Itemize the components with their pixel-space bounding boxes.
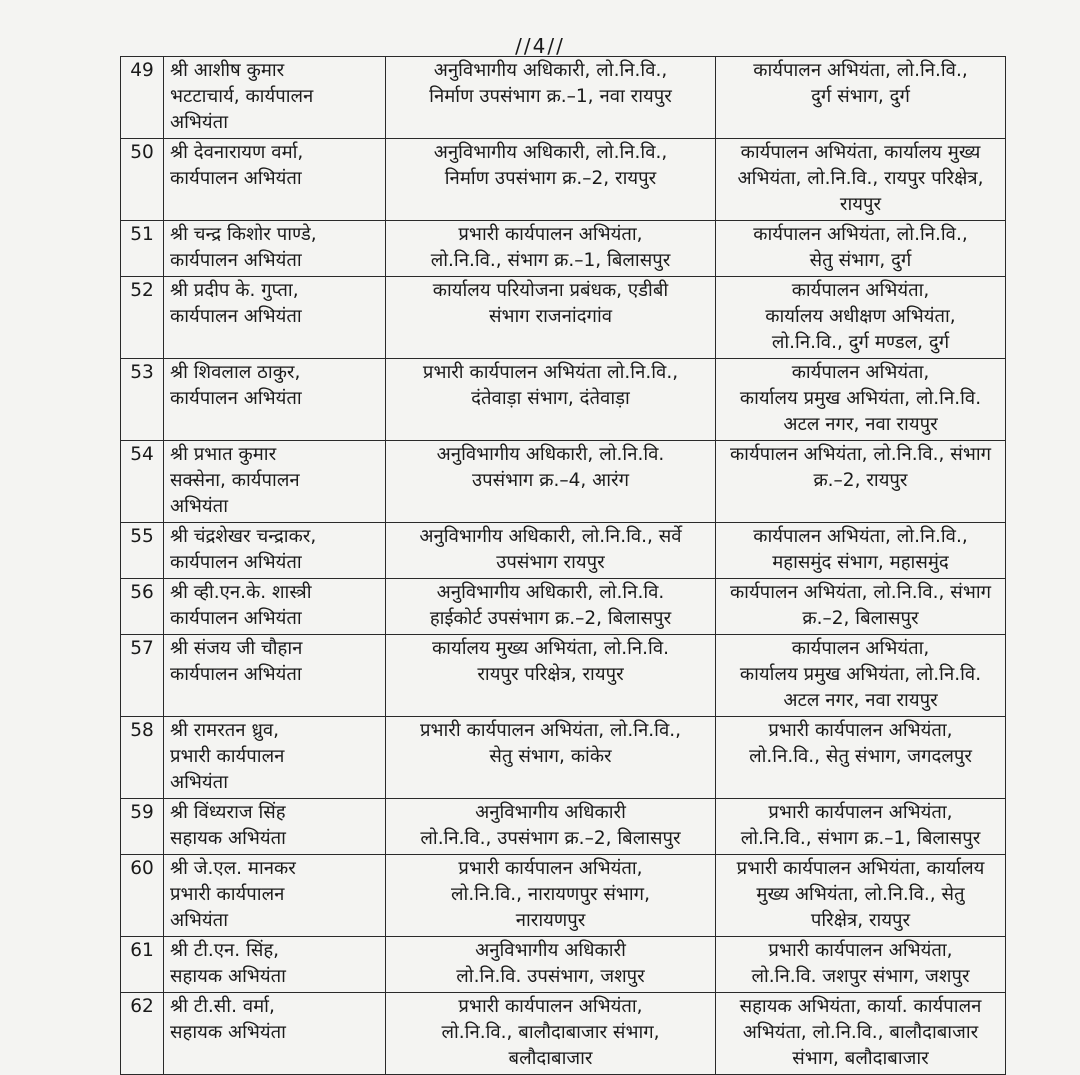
text-line: अनुविभागीय अधिकारी, लो.नि.वि., xyxy=(433,60,668,81)
text-line: संभाग, बलौदाबाजार xyxy=(792,1048,929,1069)
new-posting-cell xyxy=(716,277,1006,359)
table-row xyxy=(121,441,1006,523)
new-posting-cell xyxy=(716,139,1006,221)
text-line: हाईकोर्ट उपसंभाग क्र.–2, बिलासपुर xyxy=(429,608,672,629)
officer-name-cell xyxy=(164,579,386,635)
new-posting-cell xyxy=(716,57,1006,139)
text-line: श्री टी.सी. वर्मा, xyxy=(170,996,275,1017)
text-line: श्री शिवलाल ठाकुर, xyxy=(170,362,301,383)
text-line: रायपुर xyxy=(839,194,882,215)
text-line: सहायक अभियंता, कार्या. कार्यपालन xyxy=(739,996,982,1017)
text-line: लो.नि.वि., बालौदाबाजार संभाग, xyxy=(441,1022,660,1043)
serial-number: 62 xyxy=(121,993,164,1075)
text-line: अभियंता, लो.नि.वि., बालौदाबाजार xyxy=(742,1022,979,1043)
text-line: कार्यपालन अभियंता, लो.नि.वि., संभाग xyxy=(729,582,992,603)
table-row xyxy=(121,277,1006,359)
table-row xyxy=(121,221,1006,277)
text-line: कार्यपालन अभियंता, xyxy=(791,362,930,383)
text-line: कार्यपालन अभियंता xyxy=(170,168,302,189)
current-posting-cell xyxy=(386,635,716,717)
text-line: श्री चन्द्र किशोर पाण्डे, xyxy=(170,224,317,245)
serial-number: 50 xyxy=(121,139,164,221)
table-row xyxy=(121,993,1006,1075)
new-posting-cell xyxy=(716,523,1006,579)
text-line: सेतु संभाग, दुर्ग xyxy=(809,250,912,271)
text-line: अनुविभागीय अधिकारी xyxy=(475,940,626,961)
text-line: श्री प्रभात कुमार xyxy=(170,444,277,465)
text-line: प्रभारी कार्यपालन अभियंता, xyxy=(458,996,643,1017)
text-line: श्री प्रदीप के. गुप्ता, xyxy=(170,280,299,301)
text-line: श्री रामरतन ध्रुव, xyxy=(170,720,279,741)
serial-number: 56 xyxy=(121,579,164,635)
officer-name-cell xyxy=(164,799,386,855)
serial-number: 61 xyxy=(121,937,164,993)
text-line: कार्यपालन अभियंता, लो.नि.वि., संभाग xyxy=(729,444,992,465)
new-posting-cell xyxy=(716,937,1006,993)
text-line: सहायक अभियंता xyxy=(170,1022,286,1043)
text-line: श्री देवनारायण वर्मा, xyxy=(170,142,304,163)
text-line: लो.नि.वि., उपसंभाग क्र.–2, बिलासपुर xyxy=(420,828,681,849)
transfer-table-body xyxy=(121,57,1006,1075)
officer-name-cell xyxy=(164,523,386,579)
text-line: कार्यपालन अभियंता, xyxy=(791,638,930,659)
text-line: अभियंता xyxy=(170,772,228,793)
text-line: कार्यपालन अभियंता, कार्यालय मुख्य xyxy=(740,142,981,163)
serial-number: 55 xyxy=(121,523,164,579)
text-line: कार्यपालन अभियंता xyxy=(170,250,302,271)
text-line: प्रभारी कार्यपालन अभियंता, कार्यालय xyxy=(736,858,985,879)
table-row xyxy=(121,937,1006,993)
text-line: रायपुर परिक्षेत्र, रायपुर xyxy=(477,664,624,685)
new-posting-cell xyxy=(716,359,1006,441)
text-line: कार्यपालन अभियंता, लो.नि.वि., xyxy=(753,526,968,547)
text-line: श्री व्ही.एन.के. शास्त्री xyxy=(170,582,312,603)
text-line: कार्यपालन अभियंता xyxy=(170,388,302,409)
text-line: प्रभारी कार्यपालन अभियंता, xyxy=(458,224,643,245)
text-line: श्री जे.एल. मानकर xyxy=(170,858,296,879)
current-posting-cell xyxy=(386,139,716,221)
current-posting-cell xyxy=(386,523,716,579)
new-posting-cell xyxy=(716,799,1006,855)
text-line: अभियंता, लो.नि.वि., रायपुर परिक्षेत्र, xyxy=(737,168,984,189)
serial-number: 54 xyxy=(121,441,164,523)
text-line: प्रभारी कार्यपालन अभियंता, xyxy=(458,858,643,879)
text-line: कार्यपालन अभियंता xyxy=(170,552,302,573)
current-posting-cell xyxy=(386,359,716,441)
text-line: कार्यालय प्रमुख अभियंता, लो.नि.वि. xyxy=(739,664,982,685)
current-posting-cell xyxy=(386,57,716,139)
text-line: लो.नि.वि., सेतु संभाग, जगदलपुर xyxy=(749,746,972,767)
current-posting-cell xyxy=(386,221,716,277)
text-line: नारायणपुर xyxy=(515,910,586,931)
text-line: लो.नि.वि., संभाग क्र.–1, बिलासपुर xyxy=(430,250,671,271)
page-number: //4// xyxy=(515,34,565,58)
text-line: प्रभारी कार्यपालन xyxy=(170,884,285,905)
new-posting-cell xyxy=(716,635,1006,717)
text-line: अनुविभागीय अधिकारी, लो.नि.वि. xyxy=(436,444,665,465)
current-posting-cell xyxy=(386,717,716,799)
serial-number: 52 xyxy=(121,277,164,359)
transfer-table xyxy=(120,56,1006,1075)
text-line: प्रभारी कार्यपालन अभियंता, xyxy=(768,940,953,961)
text-line: श्री विंध्यराज सिंह xyxy=(170,802,286,823)
new-posting-cell xyxy=(716,441,1006,523)
table-row xyxy=(121,855,1006,937)
current-posting-cell xyxy=(386,441,716,523)
text-line: लो.नि.वि., संभाग क्र.–1, बिलासपुर xyxy=(740,828,981,849)
serial-number: 60 xyxy=(121,855,164,937)
text-line: कार्यालय मुख्य अभियंता, लो.नि.वि. xyxy=(431,638,670,659)
text-line: अनुविभागीय अधिकारी, लो.नि.वि. xyxy=(436,582,665,603)
serial-number: 51 xyxy=(121,221,164,277)
text-line: क्र.–2, रायपुर xyxy=(813,470,908,491)
text-line: निर्माण उपसंभाग क्र.–1, नवा रायपुर xyxy=(429,86,672,107)
table-row xyxy=(121,635,1006,717)
current-posting-cell xyxy=(386,993,716,1075)
text-line: सेतु संभाग, कांकेर xyxy=(489,746,612,767)
text-line: बलौदाबाजार xyxy=(508,1048,593,1069)
text-line: अभियंता xyxy=(170,496,228,517)
text-line: श्री चंद्रशेखर चन्द्राकर, xyxy=(170,526,317,547)
text-line: भटटाचार्य, कार्यपालन xyxy=(170,86,314,107)
table-row xyxy=(121,139,1006,221)
text-line: संभाग राजनांदगांव xyxy=(488,306,613,327)
text-line: कार्यपालन अभियंता, लो.नि.वि., xyxy=(753,224,968,245)
text-line: अभियंता xyxy=(170,910,228,931)
text-line: लो.नि.वि., दुर्ग मण्डल, दुर्ग xyxy=(771,332,950,353)
officer-name-cell xyxy=(164,635,386,717)
officer-name-cell xyxy=(164,441,386,523)
text-line: कार्यपालन अभियंता xyxy=(170,664,302,685)
text-line: दुर्ग संभाग, दुर्ग xyxy=(811,86,910,107)
text-line: लो.नि.वि., नारायणपुर संभाग, xyxy=(451,884,650,905)
text-line: अभियंता xyxy=(170,112,228,133)
text-line: श्री संजय जी चौहान xyxy=(170,638,303,659)
officer-name-cell xyxy=(164,221,386,277)
text-line: लो.नि.वि. उपसंभाग, जशपुर xyxy=(456,966,645,987)
serial-number: 58 xyxy=(121,717,164,799)
current-posting-cell xyxy=(386,799,716,855)
text-line: परिक्षेत्र, रायपुर xyxy=(810,910,911,931)
officer-name-cell xyxy=(164,139,386,221)
table-row xyxy=(121,717,1006,799)
serial-number: 49 xyxy=(121,57,164,139)
text-line: सहायक अभियंता xyxy=(170,966,286,987)
text-line: कार्यपालन अभियंता, xyxy=(791,280,930,301)
officer-name-cell xyxy=(164,937,386,993)
text-line: उपसंभाग रायपुर xyxy=(496,552,605,573)
text-line: अनुविभागीय अधिकारी, लो.नि.वि., xyxy=(433,142,668,163)
officer-name-cell xyxy=(164,57,386,139)
text-line: कार्यालय परियोजना प्रबंधक, एडीबी xyxy=(432,280,669,301)
officer-name-cell xyxy=(164,855,386,937)
text-line: प्रभारी कार्यपालन अभियंता, xyxy=(768,720,953,741)
text-line: प्रभारी कार्यपालन अभियंता, लो.नि.वि., xyxy=(419,720,682,741)
text-line: मुख्य अभियंता, लो.नि.वि., सेतु xyxy=(756,884,965,905)
text-line: अनुविभागीय अधिकारी, लो.नि.वि., सर्वे xyxy=(419,526,682,547)
officer-name-cell xyxy=(164,993,386,1075)
table-row xyxy=(121,523,1006,579)
text-line: प्रभारी कार्यपालन अभियंता लो.नि.वि., xyxy=(422,362,679,383)
new-posting-cell xyxy=(716,717,1006,799)
text-line: महासमुंद संभाग, महासमुंद xyxy=(772,552,949,573)
current-posting-cell xyxy=(386,277,716,359)
officer-name-cell xyxy=(164,359,386,441)
current-posting-cell xyxy=(386,855,716,937)
current-posting-cell xyxy=(386,579,716,635)
text-line: सहायक अभियंता xyxy=(170,828,286,849)
table-row xyxy=(121,359,1006,441)
text-line: लो.नि.वि. जशपुर संभाग, जशपुर xyxy=(751,966,970,987)
new-posting-cell xyxy=(716,993,1006,1075)
text-line: सक्सेना, कार्यपालन xyxy=(170,470,300,491)
serial-number: 57 xyxy=(121,635,164,717)
text-line: प्रभारी कार्यपालन अभियंता, xyxy=(768,802,953,823)
text-line: अटल नगर, नवा रायपुर xyxy=(783,414,938,435)
text-line: अनुविभागीय अधिकारी xyxy=(475,802,626,823)
officer-name-cell xyxy=(164,277,386,359)
new-posting-cell xyxy=(716,221,1006,277)
table-row xyxy=(121,579,1006,635)
table-row xyxy=(121,799,1006,855)
text-line: कार्यपालन अभियंता xyxy=(170,608,302,629)
text-line: कार्यालय अधीक्षण अभियंता, xyxy=(765,306,956,327)
text-line: श्री आशीष कुमार xyxy=(170,60,285,81)
new-posting-cell xyxy=(716,579,1006,635)
text-line: उपसंभाग क्र.–4, आरंग xyxy=(471,470,629,491)
text-line: क्र.–2, बिलासपुर xyxy=(802,608,919,629)
text-line: दंतेवाड़ा संभाग, दंतेवाड़ा xyxy=(471,388,630,409)
officer-name-cell xyxy=(164,717,386,799)
current-posting-cell xyxy=(386,937,716,993)
text-line: कार्यपालन अभियंता, लो.नि.वि., xyxy=(753,60,968,81)
text-line: प्रभारी कार्यपालन xyxy=(170,746,285,767)
text-line: कार्यपालन अभियंता xyxy=(170,306,302,327)
text-line: अटल नगर, नवा रायपुर xyxy=(783,690,938,711)
serial-number: 53 xyxy=(121,359,164,441)
new-posting-cell xyxy=(716,855,1006,937)
table-row xyxy=(121,57,1006,139)
text-line: निर्माण उपसंभाग क्र.–2, रायपुर xyxy=(444,168,657,189)
text-line: कार्यालय प्रमुख अभियंता, लो.नि.वि. xyxy=(739,388,982,409)
serial-number: 59 xyxy=(121,799,164,855)
text-line: श्री टी.एन. सिंह, xyxy=(170,940,280,961)
